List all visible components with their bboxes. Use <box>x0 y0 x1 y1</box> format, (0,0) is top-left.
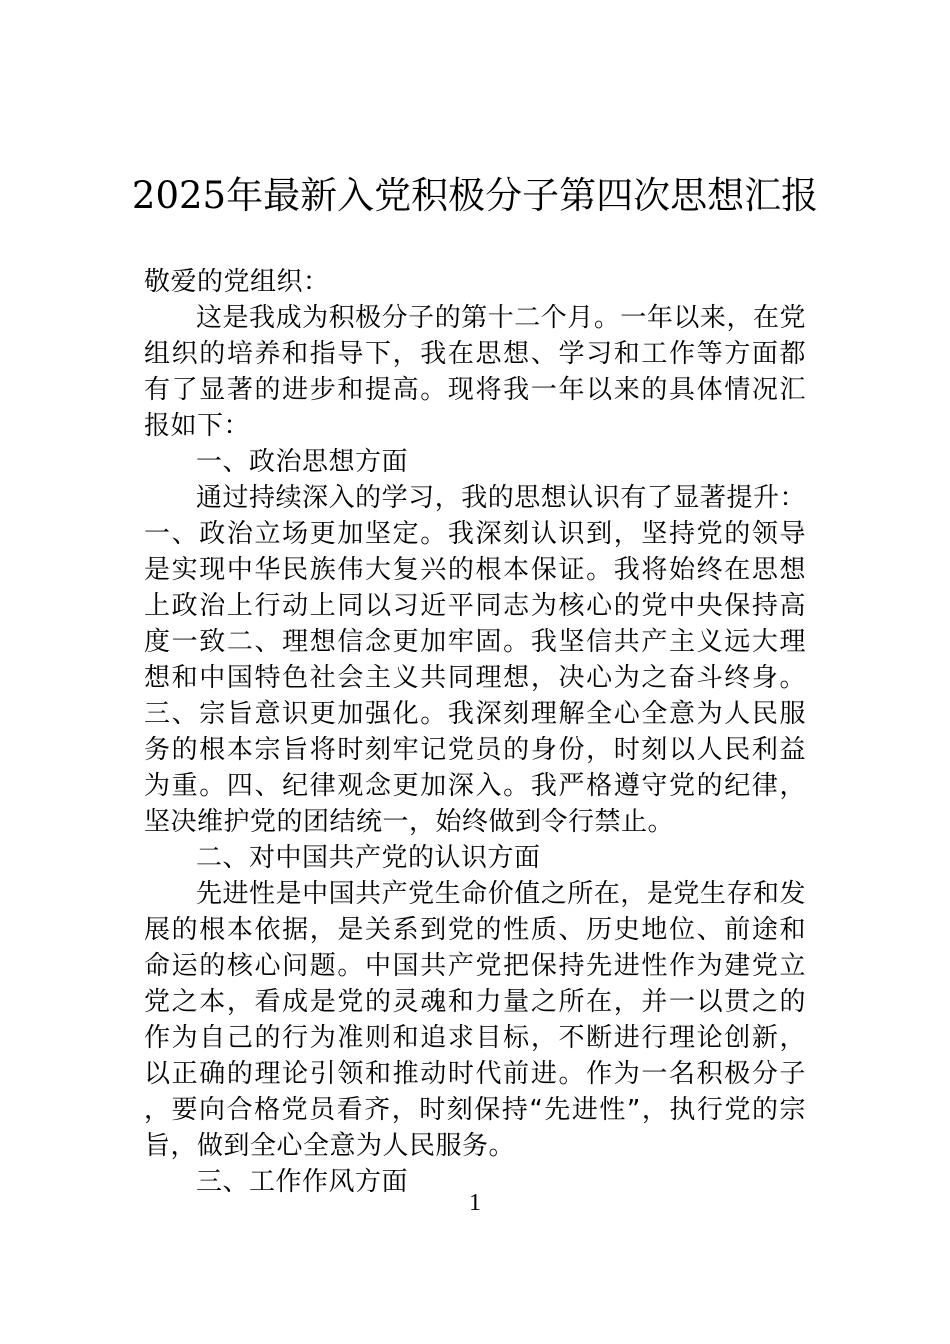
paragraph-political-thought: 通过持续深入的学习，我的思想认识有了显著提升：一、政治立场更加坚定。我深刻认识到，坚持党的领导是实现中华民族伟大复兴的根本保证。我将始终在思想上政治上行动上同以习近平同志为核心的党中央保持高度一致二、理想信念更加牢固。我坚信共产主义远大理想和中国特色社会主义共同理想，决心为之奋斗终身。三、宗旨意识更加强化。我深刻理解全心全意为人民服务的根本宗旨将时刻牢记党员的身份，时刻以人民利益为重。四、纪律观念更加深入。我严格遵守党的纪律，坚决维护党的团结统一，始终做到令行禁止。 <box>144 483 806 837</box>
section-heading-party-understanding: 二、对中国共产党的认识方面 <box>196 843 541 873</box>
paragraph-intro: 这是我成为积极分子的第十二个月。一年以来，在党组织的培养和指导下，我在思想、学习和工作等方面都有了显著的进步和提高。现将我一年以来的具体情况汇报如下： <box>144 303 806 441</box>
section-heading-political-thought: 一、政治思想方面 <box>196 447 409 477</box>
paragraph-party-understanding: 先进性是中国共产党生命价值之所在，是党生存和发展的根本依据，是关系到党的性质、历史地位、前途和命运的核心问题。中国共产党把保持先进性作为建党立党之本，看成是党的灵魂和力量之所在，并一以贯之的作为自己的行为准则和追求目标，不断进行理论创新，以正确的理论引领和推动时代前进。作为一名积极分子，要向合格党员看齐，时刻保持“先进性”，执行党的宗旨，做到全心全意为人民服务。 <box>144 879 806 1161</box>
document-body <box>144 264 806 1200</box>
document-title: 2025年最新入党积极分子第四次思想汇报 <box>131 174 819 217</box>
section-heading-work-style: 三、工作作风方面 <box>196 1167 409 1197</box>
page-number: 1 <box>469 1190 481 1216</box>
salutation: 敬爱的党组织： <box>144 267 330 297</box>
